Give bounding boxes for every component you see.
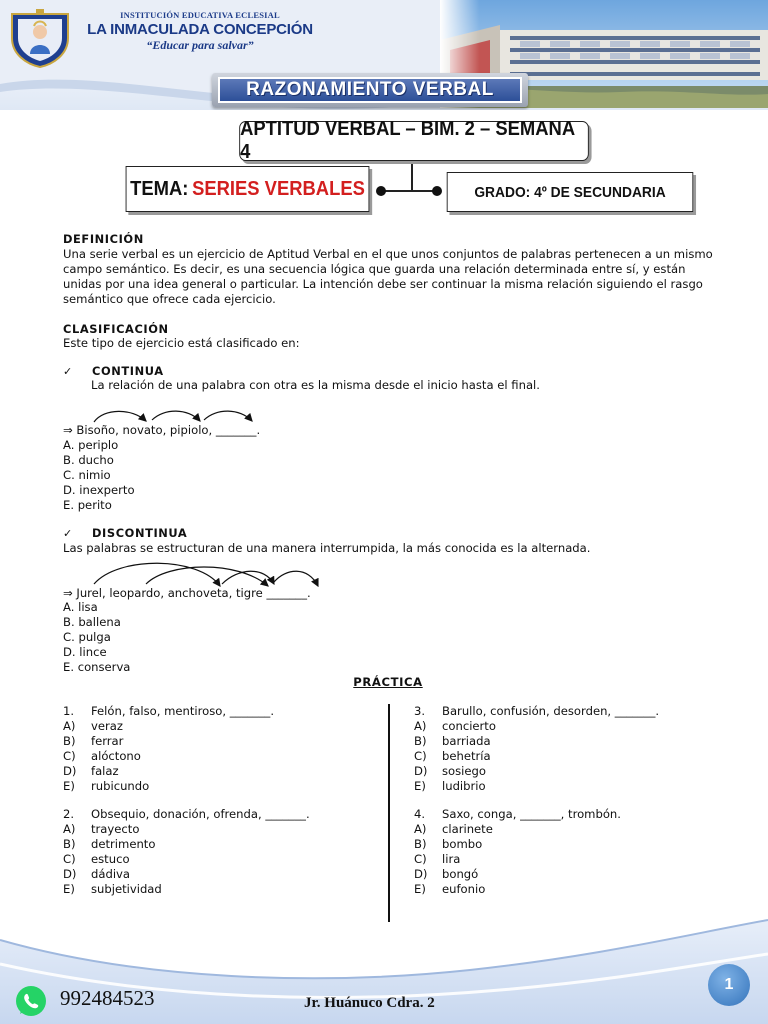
- continua-option: C. nimio: [63, 467, 111, 482]
- school-crest-icon: [8, 8, 72, 68]
- continua-description: La relación de una palabra con otra es la misma desde el inicio hasta el final.: [91, 378, 540, 392]
- aptitud-week-box: [239, 118, 589, 163]
- option-letter: D): [63, 763, 77, 778]
- continua-option: D. inexperto: [63, 482, 135, 497]
- option-letter: D): [414, 763, 428, 778]
- option-letter: E): [63, 881, 75, 896]
- option-text: concierto: [442, 718, 496, 733]
- option-text: subjetividad: [91, 881, 162, 896]
- continua-heading: CONTINUA: [92, 364, 164, 378]
- continua-example: ⇒ Bisoño, novato, pipiolo, _______.: [63, 423, 261, 437]
- option-text: alóctono: [91, 748, 141, 763]
- option-text: ludibrio: [442, 778, 486, 793]
- option-text: barriada: [442, 733, 491, 748]
- option-text: lira: [442, 851, 461, 866]
- option-text: veraz: [91, 718, 123, 733]
- page-number-badge: [708, 964, 750, 1006]
- aptitud-week-label: APTITUD VERBAL – BIM. 2 – SEMANA 4: [240, 118, 575, 163]
- grado-box: [447, 172, 694, 212]
- question-stem: Saxo, conga, _______, trombón.: [442, 807, 621, 821]
- tema-label: TEMA:: [130, 177, 189, 200]
- practica-title: PRÁCTICA: [353, 675, 423, 689]
- continua-options: [63, 438, 135, 513]
- definition-section: [63, 232, 723, 351]
- continua-option: E. perito: [63, 497, 112, 512]
- option-text: eufonio: [442, 881, 486, 896]
- question-3: [414, 704, 659, 793]
- option-text: sosiego: [442, 763, 486, 778]
- institution-motto: “Educar para salvar”: [146, 38, 254, 52]
- whatsapp-icon: [14, 984, 48, 1018]
- continua-option: A. periplo: [63, 438, 119, 452]
- phone-number: 992484523: [60, 986, 155, 1010]
- institution-type: INSTITUCIÓN EDUCATIVA ECLESIAL: [120, 10, 280, 20]
- question-2: [63, 807, 310, 896]
- question-stem: Obsequio, donación, ofrenda, _______.: [91, 807, 310, 821]
- address: Jr. Huánuco Cdra. 2: [304, 995, 435, 1011]
- discontinua-option: B. ballena: [63, 614, 121, 629]
- discontinua-example: ⇒ Jurel, leopardo, anchoveta, tigre _______.: [63, 586, 311, 600]
- discontinua-description: Las palabras se estructuran de una manera interrumpida, la más conocida es la alternada.: [63, 541, 591, 555]
- course-banner: [212, 73, 528, 107]
- question-number: 1.: [63, 704, 75, 718]
- option-text: bongó: [442, 866, 479, 881]
- institution-name: LA INMACULADA CONCEPCIÓN: [87, 21, 313, 38]
- header: [0, 0, 768, 110]
- option-letter: A): [414, 821, 427, 836]
- question-number: 2.: [63, 807, 75, 821]
- discontinua-heading-row: [63, 526, 187, 542]
- option-letter: C): [414, 748, 427, 763]
- discontinua-option: A. lisa: [63, 600, 98, 614]
- option-text: clarinete: [442, 821, 493, 836]
- option-letter: E): [414, 881, 426, 896]
- institution-name-block: [80, 10, 320, 53]
- question-stem: Felón, falso, mentiroso, _______.: [91, 704, 275, 718]
- option-letter: C): [63, 851, 76, 866]
- option-text: estuco: [91, 851, 130, 866]
- clasificacion-intro: Este tipo de ejercicio está clasificado en:: [63, 336, 300, 351]
- discontinua-option: E. conserva: [63, 659, 131, 674]
- discontinua-heading: DISCONTINUA: [92, 526, 188, 540]
- option-letter: D): [63, 866, 77, 881]
- option-text: falaz: [91, 763, 119, 778]
- option-text: detrimento: [91, 836, 156, 851]
- discontinua-option: D. lince: [63, 644, 107, 659]
- column-divider: [388, 704, 390, 922]
- option-letter: A): [63, 821, 76, 836]
- option-letter: E): [63, 778, 75, 793]
- option-letter: A): [63, 718, 76, 733]
- option-letter: B): [63, 836, 76, 851]
- option-text: dádiva: [91, 866, 131, 881]
- question-4: [414, 807, 621, 896]
- option-letter: B): [63, 733, 76, 748]
- clasificacion-heading: CLASIFICACIÓN: [63, 321, 169, 336]
- check-icon: ✓: [63, 527, 73, 540]
- option-letter: B): [414, 733, 427, 748]
- course-title: RAZONAMIENTO VERBAL: [246, 79, 494, 100]
- option-text: ferrar: [91, 733, 124, 748]
- option-text: trayecto: [91, 821, 140, 836]
- option-text: bombo: [442, 836, 483, 851]
- option-text: rubicundo: [91, 778, 150, 793]
- option-letter: B): [414, 836, 427, 851]
- check-icon: ✓: [63, 365, 73, 378]
- tema-box: [126, 166, 370, 212]
- option-text: behetría: [442, 748, 491, 763]
- question-number: 4.: [414, 807, 426, 821]
- option-letter: C): [63, 748, 76, 763]
- option-letter: A): [414, 718, 427, 733]
- definicion-text: Una serie verbal es un ejercicio de Aptitud Verbal en el que unos conjuntos de palabras pertenecen a un mismo campo semántico. Es decir, es una secuencia lógica que guarda una relación determinada entre sí, y están unidas por una idea general o particular. La intención debe ser continuar la misma relación siguiendo el rasgo semántico que ofrece cada ejercicio.: [63, 246, 713, 306]
- page-number: 1: [724, 976, 734, 993]
- grado-label: GRADO: 4º DE SECUNDARIA: [474, 183, 666, 201]
- question-number: 3.: [414, 704, 426, 718]
- discontinua-option: C. pulga: [63, 629, 111, 644]
- discontinua-options: [63, 600, 130, 675]
- tema-value: SERIES VERBALES: [192, 177, 365, 200]
- question-stem: Barullo, confusión, desorden, _______.: [442, 704, 660, 718]
- continua-option: B. ducho: [63, 452, 114, 467]
- definicion-heading: DEFINICIÓN: [63, 232, 144, 246]
- question-1: [63, 704, 274, 793]
- option-letter: C): [414, 851, 427, 866]
- option-letter: E): [414, 778, 426, 793]
- option-letter: D): [414, 866, 428, 881]
